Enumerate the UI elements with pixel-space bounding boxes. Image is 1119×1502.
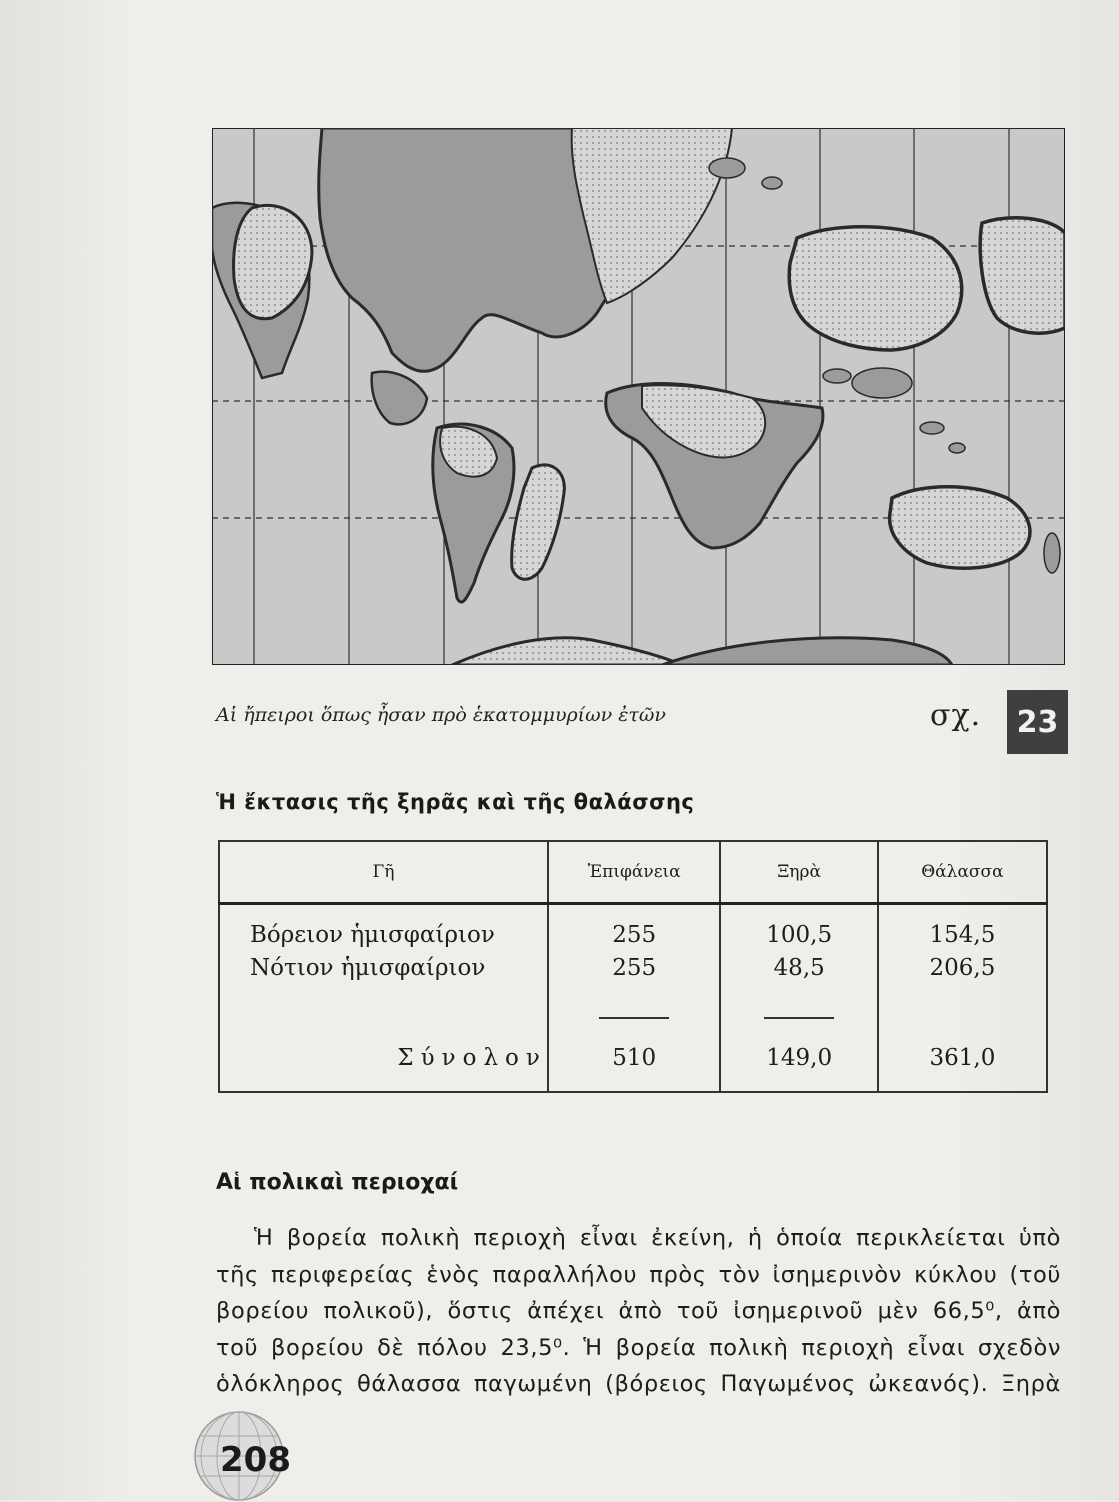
- south-sea: 206,5: [929, 955, 996, 981]
- figure-number-badge: 23: [1007, 690, 1068, 754]
- table-title: Ἡ ἔκτασις τῆς ξηρᾶς καὶ τῆς θαλάσσης: [216, 790, 695, 814]
- table-header-row: [219, 841, 1047, 904]
- body-paragraph: [216, 1220, 1061, 1403]
- south-surface: 255: [612, 955, 657, 981]
- table-total-row: [219, 1025, 1047, 1092]
- land-sea-table: [218, 840, 1048, 1093]
- sum-line-surface: [599, 1017, 669, 1019]
- page-number: 208: [220, 1440, 291, 1480]
- table-row-south-label: Νότιον ἡμισφαίριον: [250, 955, 486, 981]
- sum-line-dry: [764, 1017, 834, 1019]
- map-asia-block: [789, 227, 961, 350]
- table-body-rows: [219, 904, 1047, 1000]
- section-title: Αἱ πολικαὶ περιοχαί: [216, 1170, 459, 1195]
- land-cell: [219, 904, 548, 1000]
- header-sea: Θάλασσα: [878, 841, 1047, 904]
- paragraph-line: βορείου πολικοῦ), ὅστις ἀπέχει ἀπὸ τοῦ ἰσημερινοῦ μὲν 66,5⁰, ἀπὸ: [216, 1298, 1061, 1324]
- sum-lines-row: [219, 999, 1047, 1025]
- paragraph-line: Ἡ βορεία πολικὴ περιοχὴ εἶναι ἐκείνη, ἡ ὁποία περικλείεται ὑπὸ: [254, 1225, 1061, 1251]
- map-australia: [890, 487, 1030, 568]
- total-surface: 510: [548, 1025, 721, 1092]
- table-row-north-label: Βόρειον ἡμισφαίριον: [250, 922, 495, 948]
- header-dry: Ξηρὰ: [720, 841, 877, 904]
- south-dry: 48,5: [773, 955, 825, 981]
- paragraph-line: ὁλόκληρος θάλασσα παγωμένη (βόρειος Παγωμένος ὠκεανός). Ξηρὰ: [216, 1371, 1061, 1397]
- total-sea: 361,0: [878, 1025, 1047, 1092]
- total-label: Σύνολον: [219, 1025, 548, 1092]
- north-surface: 255: [612, 922, 657, 948]
- total-dry: 149,0: [720, 1025, 877, 1092]
- sea-cell: [878, 904, 1047, 1000]
- north-dry: 100,5: [766, 922, 833, 948]
- north-sea: 154,5: [929, 922, 996, 948]
- continents-map: [212, 128, 1065, 665]
- dry-cell: [720, 904, 877, 1000]
- header-land: Γῆ: [219, 841, 548, 904]
- paragraph-line: τοῦ βορείου δὲ πόλου 23,5⁰. Ἡ βορεία πολικὴ περιοχὴ εἶναι σχεδὸν: [216, 1334, 1061, 1361]
- paragraph-line: τῆς περιφερείας ἑνὸς παραλλήλου πρὸς τὸν ἰσημερινὸν κύκλου (τοῦ: [216, 1261, 1061, 1288]
- figure-label: σχ.: [930, 698, 982, 733]
- header-surface: Ἐπιφάνεια: [548, 841, 721, 904]
- surface-cell: [548, 904, 721, 1000]
- map-caption: Αἱ ἤπειροι ὅπως ἦσαν πρὸ ἑκατομμυρίων ἐτῶν: [216, 704, 666, 726]
